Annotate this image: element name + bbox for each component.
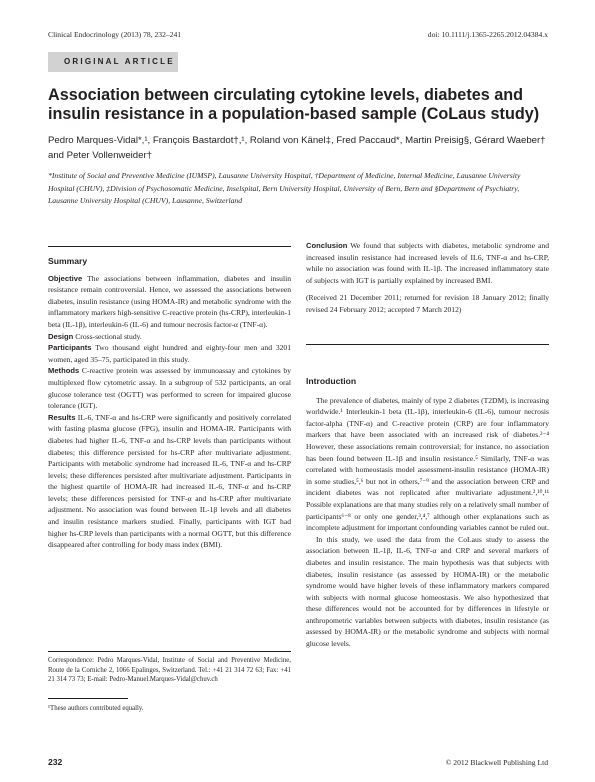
- intro-paragraph-2: In this study, we used the data from the CoLaus study to assess the association between IL-1β, IL-6, TNF-α and CRP and several markers of diabetes and insulin resistance. The main hypothesis was that subjects with diabetes, insulin resistance (as assessed by HOMA-IR) or the metabolic syndrome would have higher levels of these inflammatory markers compared with subjects with normal glucose homeostasis. We also hypothesized that these differences would not be accounted for by differences in lifestyle or anthropometric variables between subjects with diabetes, insulin resistance (as assessed by HOMA-IR) or the metabolic syndrome and subjects with normal glucose levels.: [306, 534, 549, 649]
- summary-right-column: [306, 240, 549, 316]
- design-paragraph: [48, 331, 291, 343]
- journal-citation: Clinical Endocrinology (2013) 78, 232–241: [48, 30, 182, 39]
- doi: doi: 10.1111/j.1365-2265.2012.04384.x: [427, 30, 548, 39]
- correspondence: Correspondence: Pedro Marques-Vidal, Institute of Social and Preventive Medicine, Route de la Corniche 2, 1066 Epalinges, Switzerland. Tel.: +41 21 314 72 63; Fax: +41 21 314 73 73; E-mail: Pedro-Manuel.Marques-Vidal@chuv.ch: [48, 657, 291, 684]
- methods-text: C-reactive protein was assessed by immunoassay and cytokines by multiplexed flow cytometric assay. In a subgroup of 532 participants, an oral glucose tolerance test (OGTT) was performed to screen for impaired glucose tolerance (IGT).: [48, 366, 292, 411]
- introduction-heading: Introduction: [306, 376, 357, 386]
- received-dates: (Received 21 December 2011; returned for revision 18 January 2012; finally revised 24 February 2012; accepted 7 March 2012): [306, 293, 549, 314]
- summary-top-rule: [48, 246, 291, 247]
- results-paragraph: [48, 412, 291, 551]
- summary-left-column: [48, 256, 291, 551]
- article-type-label: ORIGINAL ARTICLE: [64, 57, 175, 66]
- objective-paragraph: [48, 273, 291, 331]
- page-number: 232: [48, 757, 63, 767]
- article-type-banner: [48, 52, 178, 72]
- author-list: Pedro Marques-Vidal*,¹, François Bastardot†,¹, Roland von Känel‡, Fred Paccaud*, Martin Preisig§, Gérard Waeber† and Peter Vollenweider†: [48, 135, 546, 161]
- footnote-rule: [48, 651, 291, 652]
- participants-text: Two thousand eight hundred and eighty-four men and 3201 women, aged 35–75, participated in this study.: [48, 343, 292, 364]
- copyright: © 2012 Blackwell Publishing Ltd: [445, 758, 548, 767]
- methods-label: Methods: [48, 366, 80, 376]
- objective-label: Objective: [48, 273, 83, 283]
- participants-paragraph: [48, 342, 291, 365]
- conclusion-text: We found that subjects with diabetes, metabolic syndrome and increased insulin resistance had increased levels of IL6, TNF-α and hs-CRP, while no association was found with IL-1β. The increased inflammatory state of subjects with IGT is partially explained by increased BMI.: [306, 241, 549, 285]
- conclusion-label: Conclusion: [306, 241, 348, 250]
- conclusion-paragraph: [306, 240, 549, 286]
- results-label: Results: [48, 412, 76, 422]
- summary-heading: Summary: [48, 256, 88, 266]
- equal-contribution-footnote: ¹These authors contributed equally.: [48, 705, 144, 712]
- footnote-short-rule: [48, 698, 128, 699]
- summary-bottom-rule: [306, 344, 549, 345]
- results-text: IL-6, TNF-α and hs-CRP were significantly and positively correlated with fasting plasma glucose (FPG), insulin and HOMA-IR. Participants with diabetes had higher IL-6, TNF-α and hs-CRP levels than participants without diabetes; this difference persisted for hs-CRP after multivariate adjustment. Participants with metabolic syndrome had increased IL-6, TNF-α and hs-CRP levels; these differences persisted after multivariate adjustment. Participants in the highest quartile of HOMA-IR had increased IL-6, TNF-α and hs-CRP levels; these differences persisted for TNF-α and hs-CRP after multivariate adjustment. No association was found between IL-1β levels and all diabetes and insulin resistance markers studied. Finally, participants with IGT had higher hs-CRP levels than participants with a normal OGTT, but this difference disappeared after controlling for body mass index (BMI).: [48, 412, 291, 550]
- participants-label: Participants: [48, 343, 92, 353]
- methods-paragraph: [48, 365, 291, 411]
- article-title: Association between circulating cytokine levels, diabetes and insulin resistance in a population-based sample (CoLaus study): [48, 86, 540, 123]
- design-label: Design: [48, 331, 74, 341]
- intro-paragraph-1: The prevalence of diabetes, mainly of type 2 diabetes (T2DM), is increasing worldwide.¹ Interleukin-1 beta (IL-1β), interleukin-6 (IL-6), tumour necrosis factor-alpha (TNF-α) and C-reactive protein (CRP) are four inflammatory markers that have been associated with an increased risk of diabetes.²⁻⁴ However, these associations remain controversial; for instance, no association has been found between IL-1β and insulin resistance.⁵ Similarly, TNF-α was correlated with homeostasis model assessment-insulin resistance (HOMA-IR) in some studies,⁵,⁶ but not in others,⁷⁻⁹ and the association between CRP and incident diabetes was not replicated after multivariate adjustment.²,¹⁰,¹¹ Possible explanations are that many studies rely on a relatively small number of participants⁶⁻⁸ or only one gender,³,⁴,⁷ although other explanations such as incomplete adjustment for important confounding variables cannot be ruled out.: [306, 395, 549, 533]
- introduction-section: [306, 376, 549, 650]
- design-text: Cross-sectional study.: [75, 331, 142, 341]
- objective-text: The associations between inflammation, diabetes and insulin resistance remain controversial. Hence, we assessed the associations between diabetes, insulin resistance (using HOMA-IR) and metabolic syndrome with the inflammatory markers high-sensitive C-reactive protein (hs-CRP), interleukin-1 beta (IL-1β), interleukin-6 (IL-6) and tumour necrosis factor-α (TNF-α).: [48, 273, 291, 329]
- affiliations: *Institute of Social and Preventive Medicine (IUMSP), Lausanne University Hospital, †Department of Medicine, Internal Medicine, Lausanne University Hospital (CHUV), ‡Division of Psychosomatic Medicine, Inselspital, Bern University Hospital, University of Bern, Bern and §Department of Psychiatry, Lausanne University Hospital (CHUV), Lausanne, Switzerland: [48, 171, 521, 206]
